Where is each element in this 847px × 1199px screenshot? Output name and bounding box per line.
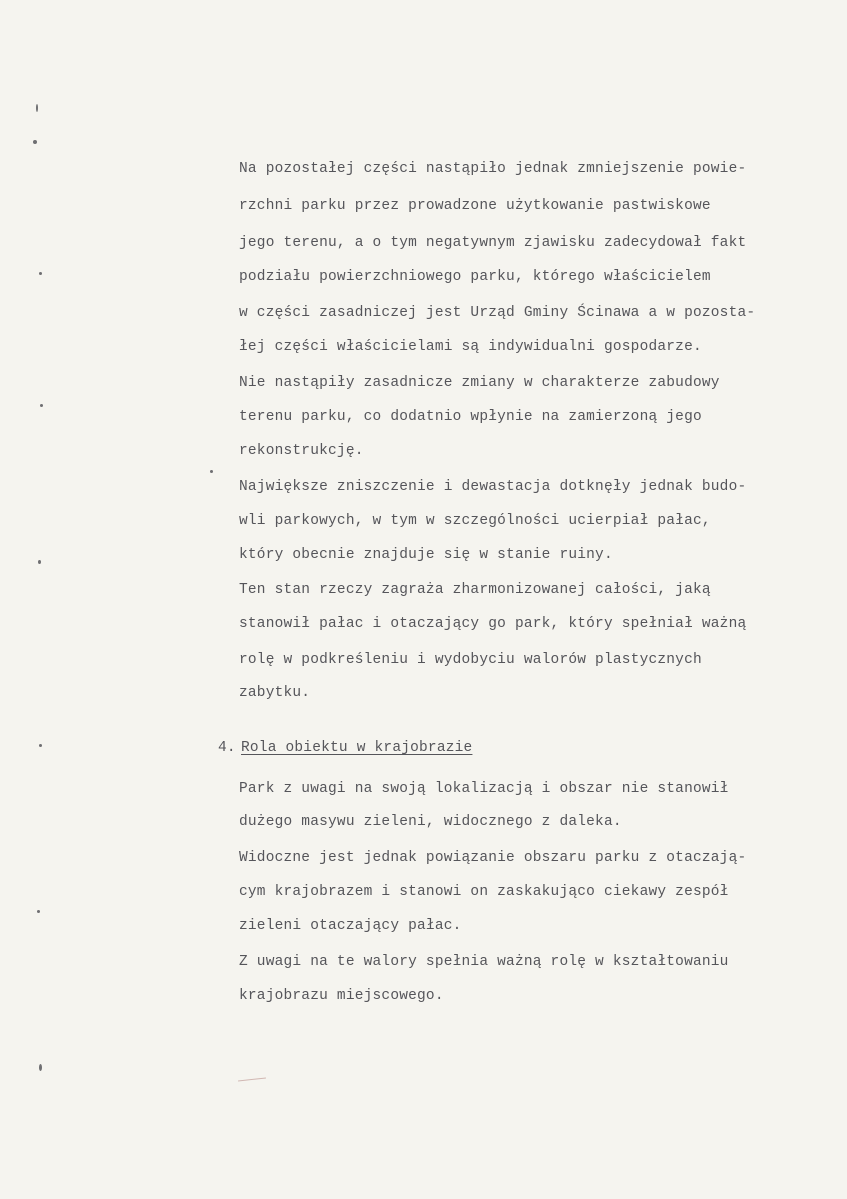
section-number: 4. [218,740,236,756]
text-line: rzchni parku przez prowadzone użytkowanie pastwiskowe [239,198,711,214]
text-line: wli parkowych, w tym w szczególności ucierpiał pałac, [239,513,711,529]
text-line: Z uwagi na te walory spełnia ważną rolę w kształtowaniu [239,954,729,970]
text-line: rolę w podkreśleniu i wydobyciu walorów plastycznych [239,652,702,668]
text-line: łej części właścicielami są indywidualni gospodarze. [239,339,702,355]
text-line: Nie nastąpiły zasadnicze zmiany w charakterze zabudowy [239,375,720,391]
text-line: zabytku. [239,685,311,701]
text-line: Widoczne jest jednak powiązanie obszaru parku z otaczają- [239,850,747,866]
text-line: dużego masywu zieleni, widocznego z daleka. [239,814,622,830]
text-line: Ten stan rzeczy zagraża zharmonizowanej całości, jaką [239,582,711,598]
text-line: Największe zniszczenie i dewastacja dotknęły jednak budo- [239,479,747,495]
text-line: podziału powierzchniowego parku, którego właścicielem [239,269,711,285]
text-line: terenu parku, co dodatnio wpłynie na zamierzoną jego [239,409,702,425]
text-line: który obecnie znajduje się w stanie ruiny. [239,547,613,563]
section-title: Rola obiektu w krajobrazie [241,740,473,756]
text-line: jego terenu, a o tym negatywnym zjawisku zadecydował fakt [239,235,747,251]
text-line: krajobrazu miejscowego. [239,988,444,1004]
text-line: w części zasadniczej jest Urząd Gminy Ścinawa a w pozosta- [239,305,756,321]
text-line: stanowił pałac i otaczający go park, który spełniał ważną [239,616,747,632]
text-line: cym krajobrazem i stanowi on zaskakująco ciekawy zespół [239,884,729,900]
text-line: rekonstrukcję. [239,443,364,459]
text-line: zieleni otaczający pałac. [239,918,462,934]
text-line: Park z uwagi na swoją lokalizacją i obszar nie stanowił [239,781,729,797]
text-line: Na pozostałej części nastąpiło jednak zmniejszenie powie- [239,161,747,177]
